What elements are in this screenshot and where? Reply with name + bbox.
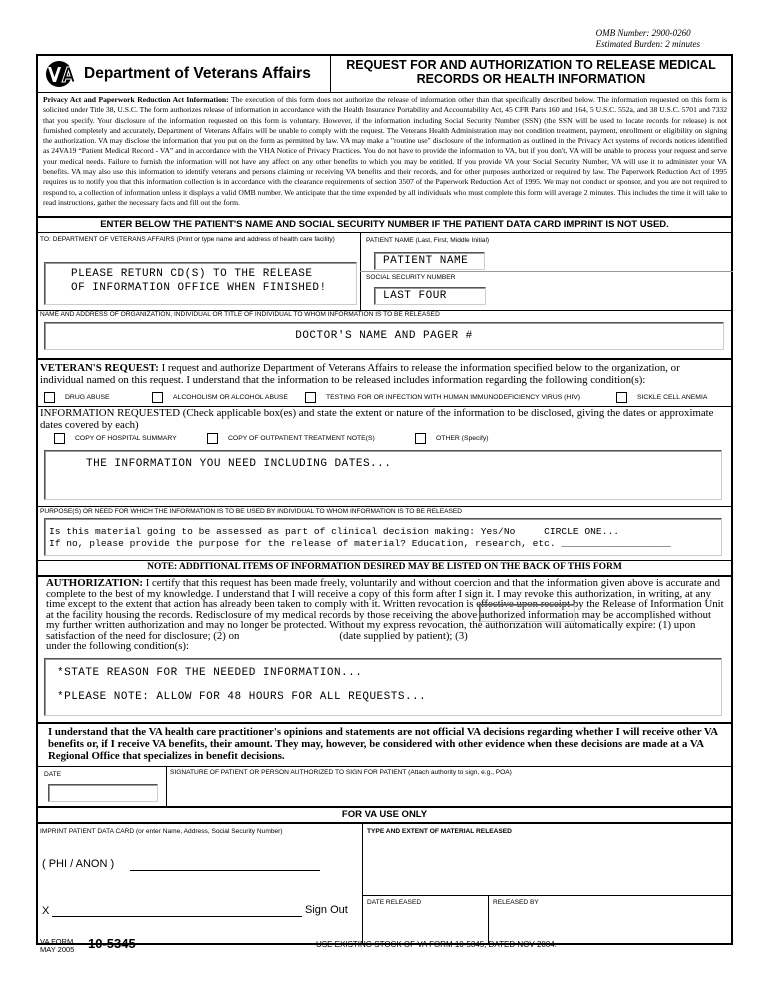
checkbox-outpatient-notes[interactable]: COPY OF OUTPATIENT TREATMENT NOTE(S) — [207, 433, 375, 444]
form-number: 10-5345 — [88, 936, 136, 951]
recipient-label: NAME AND ADDRESS OF ORGANIZATION, INDIVIDUAL OR TITLE OF INDIVIDUAL TO WHOM INFORMATION IS TO BE RELEASED — [40, 311, 440, 318]
phi-anon-text: ( PHI / ANON ) — [42, 858, 115, 870]
date-field[interactable] — [48, 784, 158, 802]
signature-label: SIGNATURE OF PATIENT OR PERSON AUTHORIZED TO SIGN FOR PATIENT (Attach authority to sign, e.g., POA) — [170, 769, 512, 776]
checkbox-hospital-summary[interactable]: COPY OF HOSPITAL SUMMARY — [54, 433, 177, 444]
released-by-label: RELEASED BY — [493, 899, 539, 906]
omb-burden: Estimated Burden: 2 minutes — [595, 39, 700, 49]
date-released-label: DATE RELEASED — [367, 899, 422, 906]
enter-below-instruction: ENTER BELOW THE PATIENT'S NAME AND SOCIAL SECURITY NUMBER IF THE PATIENT DATA CARD IMPRINT IS NOT USED. — [100, 219, 669, 230]
form-title: REQUEST FOR AND AUTHORIZATION TO RELEASE MEDICAL RECORDS OR HEALTH INFORMATION — [346, 58, 716, 86]
checkbox-other[interactable]: OTHER (Specify) — [415, 433, 489, 444]
purpose-field[interactable]: Is this material going to be assessed as part of clinical decision making: Yes/No CIRCLE ONE... If no, please provide the purpose for the release of material? Education, research, etc. ___________________ — [44, 518, 722, 556]
checkbox-hiv[interactable]: TESTING FOR OR INFECTION WITH HUMAN IMMUNODEFICIENCY VIRUS (HIV) — [305, 392, 580, 403]
recipient-field[interactable]: DOCTOR'S NAME AND PAGER # — [44, 322, 724, 350]
form-id: VA FORM MAY 2005 — [40, 937, 75, 954]
to-facility-label: TO: DEPARTMENT OF VETERANS AFFAIRS (Print or type name and address of health care facility) — [40, 236, 335, 243]
checkbox-sickle-cell[interactable]: SICKLE CELL ANEMIA — [616, 392, 707, 403]
imprint-label: IMPRINT PATIENT DATA CARD (or enter Name, Address, Social Security Number) — [40, 828, 283, 835]
purpose-label: PURPOSE(S) OR NEED FOR WHICH THE INFORMATION IS TO BE USED BY INDIVIDUAL TO WHOM INFORMATION IS TO BE RELEASED — [40, 508, 463, 515]
omb-number: OMB Number: 2900-0260 — [595, 28, 691, 38]
signature-field[interactable] — [168, 780, 730, 804]
signature-x: X — [42, 905, 50, 917]
expiration-date-field[interactable] — [479, 604, 575, 622]
stock-note: USE EXISTING STOCK OF VA FORM 10-5345, DATED NOV 2004. — [316, 940, 557, 949]
date-label: DATE — [44, 771, 62, 778]
checkbox-alcoholism[interactable]: ALCOHOLISM OR ALCOHOL ABUSE — [152, 392, 288, 403]
expiration-conditions-field[interactable]: *STATE REASON FOR THE NEEDED INFORMATION... *PLEASE NOTE: ALLOW FOR 48 HOURS FOR ALL REQUESTS... — [44, 658, 722, 716]
omb-info — [596, 28, 700, 50]
additional-items-note: NOTE: ADDITIONAL ITEMS OF INFORMATION DESIRED MAY BE LISTED ON THE BACK OF THIS FORM — [147, 562, 622, 572]
to-facility-field[interactable]: PLEASE RETURN CD(S) TO THE RELEASE OF INFORMATION OFFICE WHEN FINISHED! — [44, 262, 357, 305]
va-seal-icon — [40, 60, 78, 88]
info-requested-field[interactable]: THE INFORMATION YOU NEED INCLUDING DATES... — [44, 450, 722, 500]
veterans-request: VETERAN'S REQUEST: I request and authorize Department of Veterans Affairs to release the information specified below to the organization, or individual named on this request. I understand that the information to be released includes information regarding the following condition(s): — [40, 362, 680, 386]
authorization-text: AUTHORIZATION: I certify that this request has been made freely, voluntarily and without coercion and that the information given above is accurate and complete to the best of my knowledge. I understand that I will receive a copy of this form after I sign it. I may revoke this authorization, in writing, at any time except to the extent that action has already been taken to comply with it. Written revocation is effective upon receipt by the Release of Information Unit at the facility housing the records. Redisclosure of my medical records by those receiving the above authorized information may be accomplished without my further written authorization and may no longer be protected. Without my express revocation, the authorization will automatically expire: (1) upon satisfaction of the need for disclosure; (2) on (date supplied by patient); (3) under the following condition(s): — [46, 577, 724, 652]
va-use-only-title: FOR VA USE ONLY — [341, 809, 428, 820]
type-extent-label: TYPE AND EXTENT OF MATERIAL RELEASED — [367, 828, 512, 835]
checkbox-drug-abuse[interactable]: DRUG ABUSE — [44, 392, 110, 403]
patient-name-field[interactable]: PATIENT NAME — [374, 252, 485, 270]
agency-logo — [40, 58, 311, 90]
privacy-act-notice: Privacy Act and Paperwork Reduction Act Information: The execution of this form does not authorize the release of information other than that specifically described below. The information requested on this form is solicited under Title 38, U.S.C. The form authorizes release of information in accordance with the Health Insurance Portability and Accountability Act, 45 CFR Parts 160 and 164, 5 U.S.C. 552a, and 38 U.S.C. 5701 and 7332 that you specify. Your disclosure of the information requested on this form is voluntary. However, if the information including Social Security Number (SSN) (the SSN will be used to locate records for release) is not furnished completely and accurately, Department of Veterans Affairs will be unable to comply with the request. The Veterans Health Administration may not condition treatment, payment, enrollment or eligibility on signing the authorization. VA may disclose the information that you put on the form as permitted by law. VA may make a "routine use" disclosure of the information as outlined in the Privacy Act systems of records notices identified as 24VA19 “Patient Medical Record - VA” and in accordance with the VHA Notice of Privacy Practices. You do not have to provide the information to VA, but if you don't, VA will be unable to process your request and serve your medical needs. Failure to furnish the information will not have any affect on any other benefits to which you may be entitled. If you provide VA your Social Security Number, VA will use it to administer your VA benefits. VA may also use this information to identify veterans and persons claiming or receiving VA benefits and their records, and for other purposes authorized or required by law. The Paperwork Reduction Act of 1995 requires us to notify you that this information collection is in accordance with the clearance requirements of section 3507 of the Paperwork Reduction Act of 1995. We may not conduct or sponsor, and you are not required to respond to, a collection of information unless it displays a valid OMB number. We anticipate that the time expended by all individuals who must complete this form will average 2 minutes. This includes the time it will take to read instructions, gather the necessary facts and fill out the form. — [43, 95, 727, 207]
patient-name-label: PATIENT NAME (Last, First, Middle Initial) — [366, 237, 490, 244]
ssn-label: SOCIAL SECURITY NUMBER — [366, 274, 456, 281]
agency-name: Department of Veterans Affairs — [84, 65, 311, 82]
ssn-field[interactable]: LAST FOUR — [374, 287, 486, 305]
info-requested-text: INFORMATION REQUESTED (Check applicable box(es) and state the extent or nature of the information to be disclosed, giving the dates or approximate dates covered by each) — [40, 407, 714, 431]
benefits-statement: I understand that the VA health care practitioner's opinions and statements are not official VA decisions regarding whether I will receive other VA benefits or, if I receive VA benefits, their amount. They may, however, be considered with other evidence when these decisions are made at a VA Regional Office that specializes in benefit decisions. — [48, 726, 718, 762]
sign-out-label: Sign Out — [305, 904, 348, 916]
